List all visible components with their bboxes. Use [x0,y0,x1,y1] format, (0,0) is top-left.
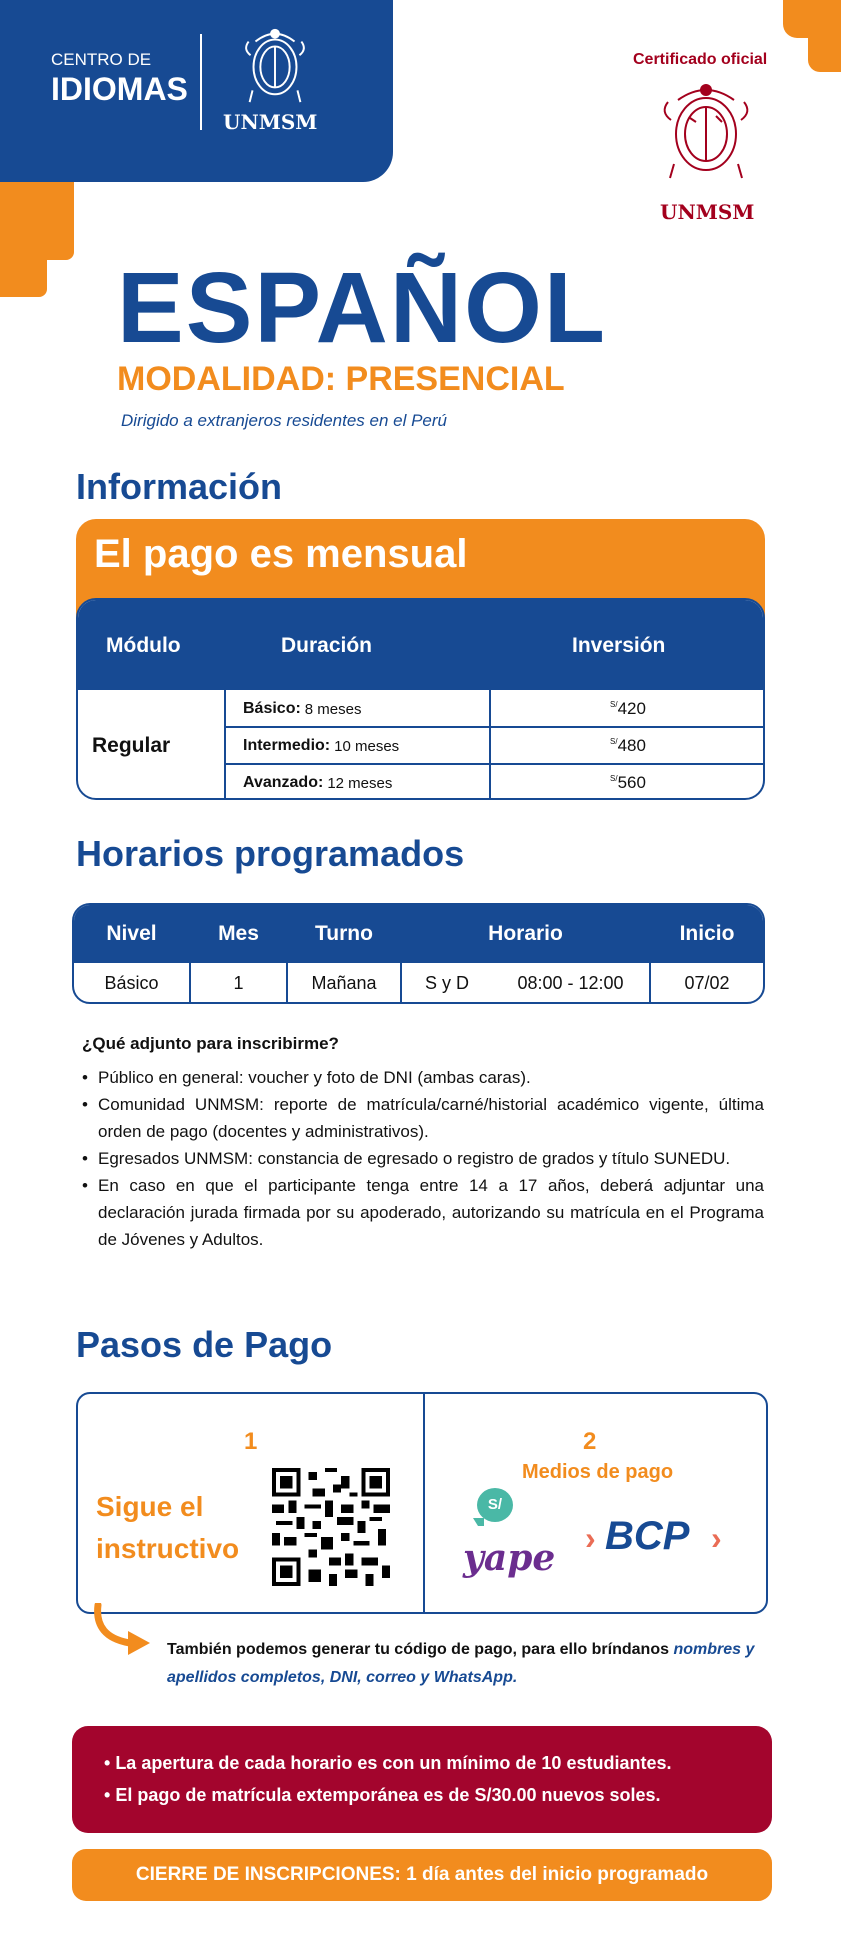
payment-banner-text: El pago es mensual [94,532,468,576]
column-header: Inversión [572,634,666,657]
course-title: ESPAÑOL [117,252,607,364]
price-value: 560 [617,773,646,792]
table-row [243,692,483,726]
yape-logo[interactable] [463,1488,555,1598]
step1-instruction: Sigue el instructivo [96,1491,240,1564]
enrollment-deadline-banner: CIERRE DE INSCRIPCIONES: 1 día antes del inicio programado [72,1849,772,1901]
price-value: 480 [617,736,646,755]
centro-de-idiomas-logo [51,50,196,108]
yape-badge: S/ [477,1488,513,1522]
bcp-wordmark: BCP [605,1514,690,1558]
yape-wordmark: yape [463,1537,556,1579]
section-title-schedule: Horarios programados [76,833,465,874]
list-item: • En caso en que el participante tenga entre 14 a 17 años, deberá adjuntar una declaración jurada firmada por su apoderado, autorizando su matrícula en el Programa de Jóvenes y Adultos. [82,1172,764,1253]
cell-nivel: Básico [104,973,159,993]
table-divider [226,763,765,765]
price-value: 420 [617,699,646,718]
step-number: 2 [583,1428,597,1455]
notice-box [72,1726,772,1833]
list-item: • La apertura de cada horario es con un mínimo de 10 estudiantes. [104,1747,671,1779]
bcp-chevron-icon: › [585,1520,596,1556]
step-number: 1 [244,1428,258,1455]
certificate-label: Certificado oficial [633,51,768,68]
section-title-info: Información [76,466,283,507]
level-name: Básico: [243,700,301,717]
certificate-unmsm: UNMSM [660,200,755,224]
column-header: Turno [315,922,373,945]
decorative-orange-block [0,182,47,297]
column-header: Inicio [679,922,735,945]
cell-turno: Mañana [311,973,377,993]
level-duration: 8 meses [304,700,362,718]
list-item: • El pago de matrícula extemporánea es de S/30.00 nuevos soles. [104,1779,671,1811]
decorative-orange-block [808,0,841,72]
course-audience: Dirigido a extranjeros residentes en el Perú [121,411,448,430]
pricing-table [76,598,765,800]
payment-code-note [167,1636,767,1692]
price [491,766,765,800]
speech-tail-icon [473,1518,484,1526]
price [491,729,765,763]
qr-code-icon[interactable] [272,1468,390,1586]
note-text: También podemos generar tu código de pago, para ello bríndanos [167,1641,674,1658]
schedule-table-header [74,905,763,963]
column-header: Duración [281,634,373,657]
pricing-table-header [78,600,763,690]
table-row [243,729,483,763]
logo-centro-de: CENTRO DE [51,50,152,69]
payment-steps [76,1392,768,1614]
cell-mes: 1 [233,973,244,993]
university-seal-icon [240,22,310,106]
schedule-table [72,903,765,1004]
level-name: Intermedio: [243,737,331,754]
curved-arrow-icon [90,1603,160,1663]
column-header: Nivel [106,922,157,945]
column-header: Horario [488,922,563,945]
level-name: Avanzado: [243,774,324,791]
list-item: • Comunidad UNMSM: reporte de matrícula/carné/historial académico vigente, última orden de pago (docentes y administrativos). [82,1091,764,1145]
course-modality: MODALIDAD: PRESENCIAL [117,360,565,398]
requirements-title: ¿Qué adjunto para inscribirme? [82,1034,339,1053]
note-emphasis: nombres y apellidos completos, DNI, correo y WhatsApp. [167,1641,755,1686]
requirements-list [82,1064,764,1253]
currency-symbol: S/ [610,700,618,709]
bcp-chevron-icon: › [711,1520,722,1556]
column-header: Módulo [106,634,181,657]
table-divider [226,726,765,728]
list-item: • Egresados UNMSM: constancia de egresado o registro de grados y título SUNEDU. [82,1145,764,1172]
cell-horario: 08:00 - 12:00 [517,973,624,993]
logo-divider [200,34,202,130]
cell-dias: S y D [424,973,469,993]
cell-inicio: 07/02 [684,973,730,993]
payment-methods [425,1394,770,1612]
currency-symbol: S/ [610,737,618,746]
price [491,692,765,726]
currency-symbol: S/ [610,774,618,783]
bcp-logo[interactable] [585,1512,735,1564]
column-header: Mes [218,922,259,945]
section-title-payment: Pasos de Pago [76,1324,333,1365]
logo-unmsm: UNMSM [223,110,318,134]
table-row [243,766,483,800]
module-name: Regular [92,734,171,757]
certificate-seal-icon [660,78,752,182]
level-duration: 12 meses [327,774,393,792]
level-duration: 10 meses [334,737,400,755]
step2-label: Medios de pago [521,1461,674,1483]
logo-idiomas: IDIOMAS [51,71,188,107]
list-item: • Público en general: voucher y foto de DNI (ambas caras). [82,1064,764,1091]
table-divider [224,690,226,800]
